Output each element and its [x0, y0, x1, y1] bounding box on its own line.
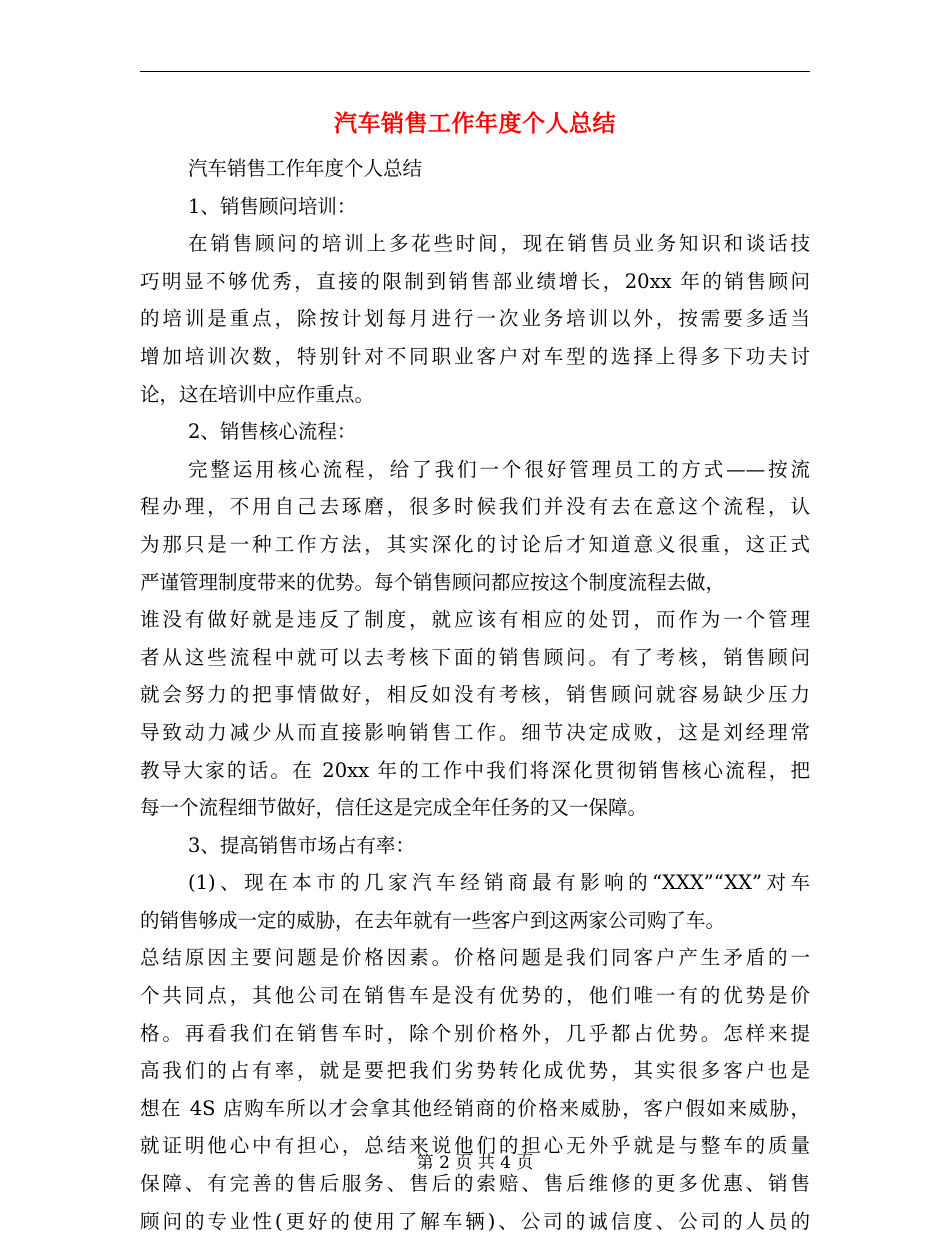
- paragraph-line: 程办理，不用自己去琢磨，很多时候我们并没有去在意这个流程，认: [140, 495, 810, 519]
- paragraph-line: 顾问的专业性(更好的使用了解车辆)、公司的诚信度、公司的人员的: [140, 1209, 810, 1233]
- paragraph-line: 在销售顾问的培训上多花些时间，现在销售员业务知识和谈话技: [188, 232, 810, 256]
- section-heading-1: 1、销售顾问培训：: [188, 194, 357, 218]
- paragraph-line: 谁没有做好就是违反了制度，就应该有相应的处罚，而作为一个管理: [140, 608, 810, 632]
- paragraph-line: 高我们的占有率，就是要把我们劣势转化成优势，其实很多客户也是: [140, 1059, 810, 1083]
- paragraph-line: 个共同点，其他公司在销售车是没有优势的，他们唯一有的优势是价: [140, 984, 810, 1008]
- paragraph-line: 每一个流程细节做好，信任这是完成全年任务的又一保障。: [140, 796, 648, 820]
- paragraph-line: 就证明他心中有担心，总结来说他们的担心无外乎就是与整车的质量: [140, 1134, 810, 1158]
- section-heading-2: 2、销售核心流程：: [188, 420, 357, 444]
- paragraph-line: 导致动力减少从而直接影响销售工作。细节决定成败，这是刘经理常: [140, 720, 810, 744]
- paragraph-line: 想在 4S 店购车所以才会拿其他经销商的价格来威胁，客户假如来威胁，: [140, 1096, 810, 1120]
- document-body: [140, 150, 810, 1240]
- paragraph-line: 完整运用核心流程，给了我们一个很好管理员工的方式——按流: [188, 457, 810, 481]
- section-heading-3: 3、提高销售市场占有率：: [188, 833, 415, 857]
- page-footer: [0, 1150, 950, 1176]
- paragraph-line: 巧明显不够优秀，直接的限制到销售部业绩增长，20xx 年的销售顾问: [140, 269, 810, 293]
- paragraph-line: 增加培训次数，特别针对不同职业客户对车型的选择上得多下功夫讨: [140, 344, 810, 368]
- page-number-label: 第 2 页 共 4 页: [416, 1153, 534, 1173]
- paragraph-line: 为那只是一种工作方法，其实深化的讨论后才知道意义很重，这正式: [140, 532, 810, 556]
- header-rule: [140, 71, 810, 72]
- paragraph-line: 严谨管理制度带来的优势。每个销售顾问都应按这个制度流程去做，: [140, 570, 726, 594]
- paragraph-line: 的培训是重点，除按计划每月进行一次业务培训以外，按需要多适当: [140, 307, 810, 331]
- paragraph-line: 论，这在培训中应作重点。: [140, 382, 375, 406]
- paragraph-line: 的销售够成一定的威胁，在去年就有一些客户到这两家公司购了车。: [140, 908, 726, 932]
- paragraph-line: 保障、有完善的售后服务、售后的索赔、售后维修的更多优惠、销售: [140, 1172, 810, 1196]
- paragraph-line: 教导大家的话。在 20xx 年的工作中我们将深化贯彻销售核心流程，把: [140, 758, 810, 782]
- paragraph-line: (1)、现在本市的几家汽车经销商最有影响的“XXX”“XX”对车: [188, 871, 810, 895]
- subtitle-line: 汽车销售工作年度个人总结: [188, 157, 423, 180]
- document-title: 汽车销售工作年度个人总结: [334, 110, 616, 137]
- paragraph-line: 总结原因主要问题是价格因素。价格问题是我们同客户产生矛盾的一: [140, 946, 810, 970]
- paragraph-line: 就会努力的把事情做好，相反如没有考核，销售顾问就容易缺少压力: [140, 683, 810, 707]
- paragraph-line: 格。再看我们在销售车时，除个别价格外，几乎都占优势。怎样来提: [140, 1021, 810, 1045]
- paragraph-line: 者从这些流程中就可以去考核下面的销售顾问。有了考核，销售顾问: [140, 645, 810, 669]
